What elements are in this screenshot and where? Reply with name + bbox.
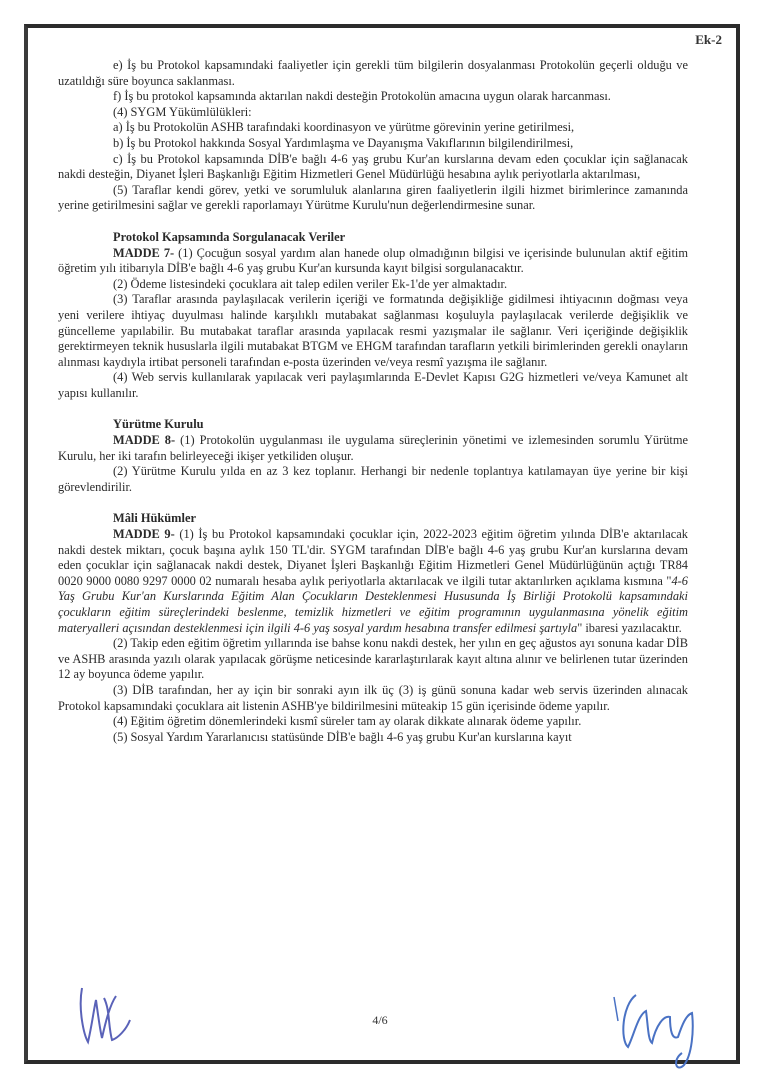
paragraph-f: f) İş bu protokol kapsamında aktarılan nakdi desteğin Protokolün amacına uygun olarak harcanması. (113, 89, 611, 104)
sygm-item-a: a) İş bu Protokolün ASHB tarafındaki koordinasyon ve yürütme görevinin yerine getirilmesi, (113, 120, 575, 135)
madde9-label: MADDE 9- (113, 527, 175, 542)
madde9-p4: (4) Eğitim öğretim dönemlerindeki kısmî süreler tam ay olarak dikkate alınarak ödeme yapılır. (113, 714, 582, 729)
madde9-p1-italic: 4-6 Yaş Grubu Kur'an Kurslarında Eğitim Alan Çocukların Desteklenmesi Hususunda İş Birliği Protokolü kapsamındaki çocukların eğitim süreçlerindeki beslenme, temizlik hizmetleri ve eğitim programının uygulanmasına yönelik eğitim materyalleri açısından desteklenmesi için ilgili 4-6 yaş sosyal yardım hesabına transfer edilmesi şartıyla (58, 573, 688, 635)
section9-heading: Mâli Hükümler (113, 511, 196, 526)
madde8-p1 (58, 433, 688, 464)
madde7-p2: (2) Ödeme listesindeki çocuklara ait talep edilen veriler Ek-1'de yer almaktadır. (113, 276, 508, 291)
right-signature-icon (612, 985, 722, 1075)
madde7-p1-text: (1) Çocuğun sosyal yardım alan hanede olup olmadığının bilgisi ve içerisinde bulunulan aktif eğitim öğretim yılı itibarıyla DİB'e bağlı 4-6 yaş grubu Kur'an kursunda kayıt bilgisi sorgulanacaktır. (58, 245, 688, 276)
madde9-p1-end: " ibaresi yazılacaktır. (577, 620, 682, 635)
sygm-title: (4) SYGM Yükümlülükleri: (113, 104, 252, 119)
sygm-item-c: c) İş bu Protokol kapsamında DİB'e bağlı 4-6 yaş grubu Kur'an kurslarına devam eden çocuklar için sağlanacak nakdi desteğin, Diyanet İşleri Başkanlığı Eğitim Hizmetleri Genel Müdürlüğü hesabına aylık periyotlarla aktarılması, (58, 151, 688, 182)
sygm-item-b: b) İş bu Protokol hakkında Sosyal Yardımlaşma ve Dayanışma Vakıflarının bilgilendirilmesi, (113, 135, 574, 150)
section8-heading: Yürütme Kurulu (113, 417, 204, 432)
paragraph-5: (5) Taraflar kendi görev, yetki ve sorumluluk alanlarına giren faaliyetlerin ilgili hizmet birimlerince zamanında yerine getirilmesini sağlar ve gerekli raporlamayı Yürütme Kurulu'nun değerlendirmesine sunar. (58, 182, 688, 213)
madde9-p1 (58, 527, 688, 636)
page-number: 4/6 (372, 1013, 388, 1027)
section7-heading: Protokol Kapsamında Sorgulanacak Veriler (113, 229, 346, 244)
madde7-p4: (4) Web servis kullanılarak yapılacak veri paylaşımlarında E-Devlet Kapısı G2G hizmetleri ve/veya Kamunet alt yapısı kullanılır. (58, 370, 688, 400)
madde9-p3: (3) DİB tarafından, her ay için bir sonraki ayın ilk üç (3) iş günü sonuna kadar web servis üzerinden alınacak Protokol kapsamındaki çocuklara ait listenin ASHB'ye bildirilmesini müteakip 15 gün içerisinde ödeme yapılır. (58, 682, 688, 713)
madde7-label: MADDE 7- (113, 245, 175, 260)
madde7-p1 (58, 246, 688, 277)
madde9-p2: (2) Takip eden eğitim öğretim yıllarında ise bahse konu nakdi destek, her yılın en geç ağustos ayı sonuna kadar DİB ve ASHB arasında yazılı olarak yapılacak görüşme neticesinde kararlaştırılarak kayıt altına alınır ve belirlenen tutar üzerinden 12 ay boyunca ödeme yapılır. (58, 636, 688, 682)
madde7-p3: (3) Taraflar arasında paylaşılacak verilerin içeriği ve formatında değişikliğe gidilmesi ihtiyacının doğması veya yeni verilere ihtiyaç duyulması halinde karşılıklı mutabakat sağlanması koşuluyla paylaşılacak verilerde değişiklik ve güncelleme yapılabilir. Bu mutabakat taraflar arasında yapılacak resmi yazışmalar ile sağlanır. Veri içeriğinde değişiklik gerektirmeyen teknik hususlarla ilgili mutabakat BTGM ve EHGM tarafından tarafların yetkili birimlerinden gerekli onayların alınması kaydıyla irtibat personeli tarafından e-posta üzerinden ve/veya resmî yazışma ile sağlanır. (58, 292, 688, 369)
paragraph-e: e) İş bu Protokol kapsamındaki faaliyetler için gerekli tüm bilgilerin dosyalanması Protokolün geçerli olduğu ve uzatıldığı süre boyunca saklanması. (58, 58, 688, 88)
madde8-label: MADDE 8- (113, 433, 176, 448)
madde9-p1-text: (1) İş bu Protokol kapsamındaki çocuklar için, 2022-2023 eğitim öğretim yılında DİB'e aktarılacak nakdi destek miktarı, çocuk başına aylık 150 TL'dir. SYGM tarafından DİB'e bağlı 4-6 yaş grubu Kur'an kurslarına devam eden çocuklar için sağlanacak nakdi destek, Diyanet İşleri Başkanlığı Eğitim Hizmetleri Genel Müdürlüğünün açtığı TR84 0020 9000 0080 9297 0000 02 numaralı hesaba aylık periyotlarla aktarılacak ve ilgili tutar aktarılırken açıklama kısmına " (58, 527, 688, 588)
madde9-p5: (5) Sosyal Yardım Yararlanıcısı statüsünde DİB'e bağlı 4-6 yaş grubu Kur'an kurslarına kayıt (113, 729, 572, 744)
annex-label: Ek-2 (695, 32, 722, 47)
left-signature-icon (70, 980, 150, 1050)
madde8-p2: (2) Yürütme Kurulu yılda en az 3 kez toplanır. Herhangi bir nedenle toplantıya katılamayan üye yerine bir kişi görevlendirilir. (58, 464, 688, 494)
madde8-p1-text: (1) Protokolün uygulanması ile uygulama süreçlerinin yönetimi ve izlemesinden sorumlu Yürütme Kurulu, her iki tarafın belirleyeceği ikişer yetkiliden oluşur. (58, 433, 688, 463)
document-body (58, 58, 688, 745)
